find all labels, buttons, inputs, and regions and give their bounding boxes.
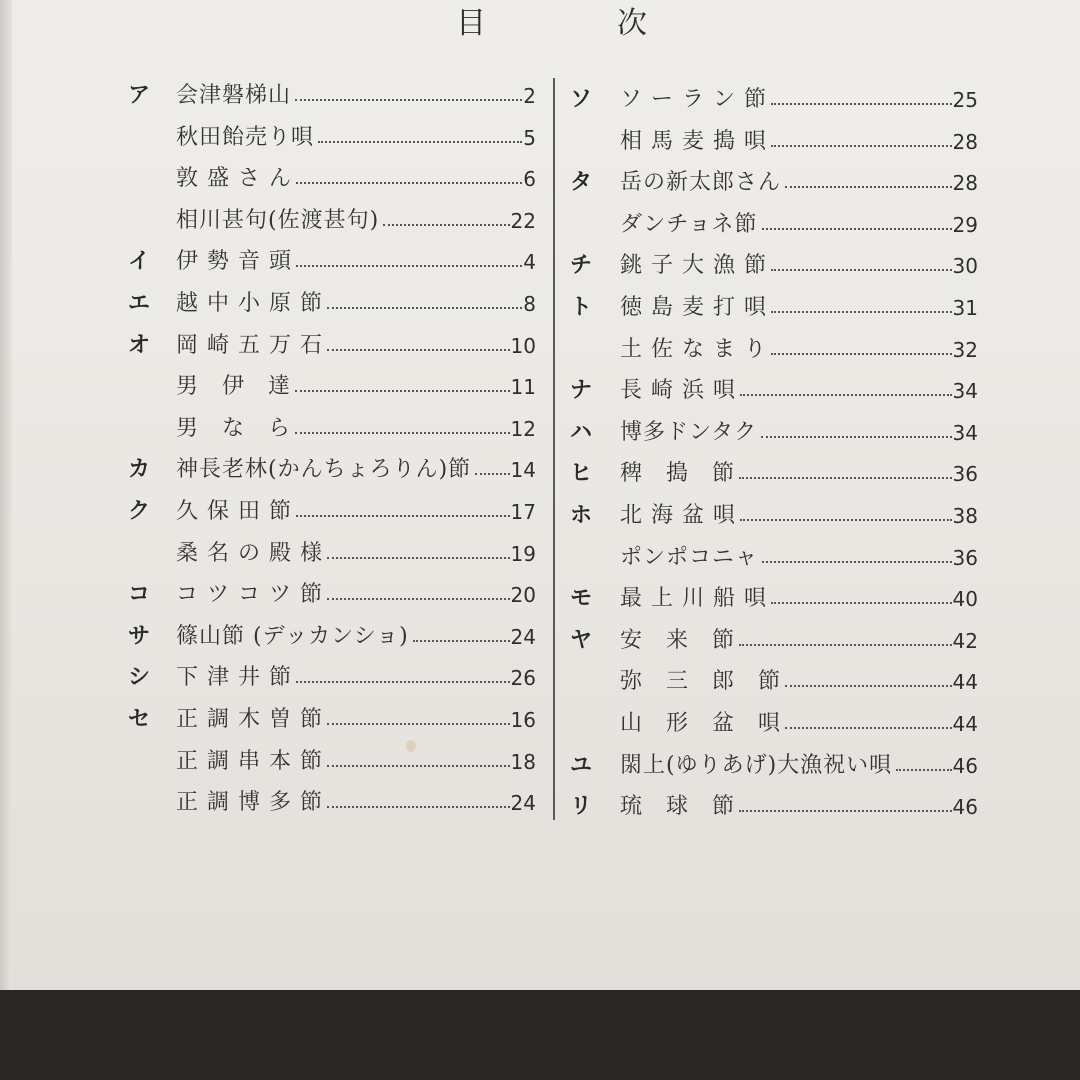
page-number: 20 bbox=[510, 583, 536, 608]
page-number: 6 bbox=[523, 167, 536, 192]
leader-dots bbox=[327, 804, 510, 808]
leader-dots bbox=[383, 222, 510, 226]
leader-dots bbox=[771, 600, 952, 604]
leader-dots bbox=[327, 721, 510, 725]
leader-dots bbox=[771, 143, 952, 147]
song-title: 下 津 井 節 bbox=[176, 665, 292, 691]
toc-entry bbox=[0, 75, 540, 117]
title-char-2: 次 bbox=[617, 6, 647, 41]
toc-entry bbox=[0, 699, 540, 741]
song-title: 久 保 田 節 bbox=[176, 499, 292, 524]
page-number: 46 bbox=[952, 753, 978, 778]
song-title: 相川甚句(佐渡甚句) bbox=[176, 207, 380, 233]
leader-dots bbox=[785, 725, 952, 729]
page-number: 5 bbox=[523, 125, 536, 150]
song-title: 敦 盛 さ ん bbox=[176, 166, 292, 192]
index-kana: ト bbox=[570, 295, 593, 320]
page-number: 2 bbox=[523, 84, 536, 108]
index-kana: ナ bbox=[570, 378, 593, 404]
index-kana: タ bbox=[570, 170, 593, 196]
leader-dots bbox=[785, 184, 952, 188]
leader-dots bbox=[739, 808, 952, 812]
toc-entry bbox=[558, 121, 1080, 163]
toc-entry bbox=[0, 200, 540, 242]
index-kana: ハ bbox=[570, 419, 593, 445]
index-kana: チ bbox=[570, 253, 593, 279]
page-number: 22 bbox=[510, 208, 536, 233]
toc-entry bbox=[558, 453, 1080, 495]
leader-dots bbox=[327, 596, 510, 600]
index-kana: コ bbox=[128, 582, 151, 608]
leader-dots bbox=[740, 392, 952, 396]
toc-entry bbox=[558, 703, 1080, 745]
paper-stain bbox=[406, 740, 416, 752]
page-number: 24 bbox=[510, 791, 536, 816]
leader-dots bbox=[296, 513, 510, 517]
index-kana: サ bbox=[128, 623, 151, 649]
leader-dots bbox=[762, 559, 952, 563]
page-number: 28 bbox=[952, 129, 978, 154]
index-kana: ソ bbox=[570, 87, 593, 112]
toc-entry bbox=[558, 329, 1080, 371]
leader-dots bbox=[295, 97, 522, 101]
index-kana: カ bbox=[128, 457, 151, 483]
page-number: 28 bbox=[952, 171, 978, 196]
leader-dots bbox=[327, 347, 510, 351]
leader-dots bbox=[327, 305, 522, 309]
song-title: 稗 搗 節 bbox=[620, 461, 736, 487]
toc-entry bbox=[558, 287, 1080, 329]
page-number: 8 bbox=[523, 292, 536, 316]
page-number: 44 bbox=[952, 670, 978, 695]
index-kana: シ bbox=[128, 665, 151, 691]
page-number: 36 bbox=[952, 462, 978, 487]
song-title: 秋田飴売り唄 bbox=[176, 124, 315, 150]
toc-entry bbox=[0, 449, 540, 491]
leader-dots bbox=[327, 763, 510, 767]
index-kana: イ bbox=[128, 249, 151, 275]
song-title: 閖上(ゆりあげ)大漁祝い唄 bbox=[620, 752, 893, 778]
index-kana: ホ bbox=[570, 503, 593, 528]
leader-dots bbox=[740, 517, 952, 521]
index-kana: ヤ bbox=[570, 627, 593, 653]
song-title: 長 崎 浜 唄 bbox=[620, 378, 736, 404]
leader-dots bbox=[318, 139, 522, 143]
toc-entry bbox=[558, 79, 1080, 121]
song-title: 神長老林(かんちょろりん)節 bbox=[176, 457, 472, 483]
toc-entry bbox=[0, 325, 540, 367]
index-kana: オ bbox=[128, 332, 151, 358]
page-number: 25 bbox=[952, 88, 978, 112]
page-number: 34 bbox=[952, 379, 978, 404]
toc-entry bbox=[0, 408, 540, 450]
leader-dots bbox=[295, 388, 510, 392]
song-title: 銚 子 大 漁 節 bbox=[620, 253, 767, 279]
song-title: ポンポコニャ bbox=[620, 544, 759, 570]
page-number: 30 bbox=[952, 254, 978, 279]
toc-entry bbox=[0, 574, 540, 616]
song-title: 会津磐梯山 bbox=[176, 83, 292, 108]
toc-entry bbox=[558, 661, 1080, 703]
page-number: 11 bbox=[510, 375, 536, 400]
song-title: 正 調 串 本 節 bbox=[176, 748, 323, 774]
toc-entry bbox=[558, 412, 1080, 454]
leader-dots bbox=[771, 309, 952, 313]
song-title: 伊 勢 音 頭 bbox=[176, 249, 292, 275]
song-title: ソ ー ラ ン 節 bbox=[620, 87, 767, 112]
song-title: 正 調 木 曽 節 bbox=[176, 707, 323, 732]
toc-entry bbox=[558, 204, 1080, 246]
leader-dots bbox=[785, 683, 952, 687]
toc-entry bbox=[558, 162, 1080, 204]
toc-entry bbox=[0, 241, 540, 283]
page-number: 18 bbox=[510, 749, 536, 774]
toc-entry bbox=[558, 495, 1080, 537]
toc-entry bbox=[0, 533, 540, 575]
toc-entry bbox=[0, 616, 540, 658]
page-number: 10 bbox=[510, 333, 536, 358]
song-title: 山 形 盆 唄 bbox=[620, 711, 782, 736]
page-number: 32 bbox=[952, 337, 978, 362]
toc-entry bbox=[0, 366, 540, 408]
toc-entry bbox=[0, 741, 540, 783]
leader-dots bbox=[762, 226, 952, 230]
leader-dots bbox=[296, 263, 522, 267]
toc-entry bbox=[0, 491, 540, 533]
index-kana: モ bbox=[570, 586, 593, 612]
page-number: 31 bbox=[952, 296, 978, 320]
index-kana: ア bbox=[128, 83, 151, 108]
toc-entry bbox=[0, 283, 540, 325]
page-number: 34 bbox=[952, 420, 978, 445]
leader-dots bbox=[295, 430, 510, 434]
toc-entry bbox=[558, 745, 1080, 787]
page-number: 38 bbox=[952, 504, 978, 528]
page-title bbox=[0, 4, 1080, 44]
toc-entry bbox=[0, 657, 540, 699]
leader-dots bbox=[761, 434, 952, 438]
song-title: 最 上 川 船 唄 bbox=[620, 586, 767, 612]
song-title: 徳 島 麦 打 唄 bbox=[620, 295, 767, 320]
song-title: 男 な ら bbox=[176, 415, 292, 441]
toc-entry bbox=[558, 537, 1080, 579]
song-title: 弥 三 郎 節 bbox=[620, 669, 782, 695]
leader-dots bbox=[296, 679, 510, 683]
page-number: 12 bbox=[510, 416, 536, 441]
toc-entry bbox=[558, 786, 1080, 828]
page-number: 14 bbox=[510, 458, 536, 483]
page-number: 29 bbox=[952, 212, 978, 237]
index-kana: エ bbox=[128, 291, 151, 316]
leader-dots bbox=[771, 267, 952, 271]
index-kana: セ bbox=[128, 707, 151, 732]
song-title: 土 佐 な ま り bbox=[620, 336, 767, 362]
page-number: 16 bbox=[510, 708, 536, 732]
toc-entry bbox=[558, 578, 1080, 620]
song-title: 北 海 盆 唄 bbox=[620, 503, 736, 528]
song-title: ダンチョネ節 bbox=[620, 211, 758, 237]
title-char-1: 目 bbox=[456, 6, 486, 41]
song-title: 越 中 小 原 節 bbox=[176, 291, 323, 316]
page-number: 26 bbox=[510, 666, 536, 691]
song-title: 篠山節 (デッカンショ) bbox=[176, 623, 409, 649]
leader-dots bbox=[771, 101, 952, 105]
leader-dots bbox=[296, 180, 522, 184]
page-number: 40 bbox=[952, 587, 978, 612]
toc-entry bbox=[558, 620, 1080, 662]
song-title: コ ツ コ ツ 節 bbox=[176, 582, 323, 608]
song-title: 博多ドンタク bbox=[620, 419, 758, 445]
page-number: 4 bbox=[523, 250, 536, 275]
toc-entry bbox=[558, 370, 1080, 412]
song-title: 男 伊 達 bbox=[176, 374, 292, 400]
toc-entry bbox=[0, 158, 540, 200]
toc-entry bbox=[0, 782, 540, 824]
leader-dots bbox=[771, 351, 952, 355]
song-title: 安 来 節 bbox=[620, 627, 736, 653]
song-title: 相 馬 麦 搗 唄 bbox=[620, 128, 767, 154]
column-divider bbox=[553, 78, 555, 820]
page-number: 42 bbox=[952, 628, 978, 653]
page-number: 24 bbox=[510, 624, 536, 649]
index-kana: ク bbox=[128, 499, 151, 524]
song-title: 琉 球 節 bbox=[620, 794, 736, 820]
toc-entry bbox=[558, 245, 1080, 287]
page-number: 19 bbox=[510, 541, 536, 566]
page-number: 46 bbox=[952, 795, 978, 820]
song-title: 正 調 博 多 節 bbox=[176, 790, 323, 816]
index-kana: ユ bbox=[570, 752, 593, 778]
toc-entry bbox=[0, 117, 540, 159]
page-number: 44 bbox=[952, 712, 978, 736]
leader-dots bbox=[739, 475, 952, 479]
index-kana: リ bbox=[570, 794, 593, 820]
song-title: 桑 名 の 殿 様 bbox=[176, 540, 323, 566]
leader-dots bbox=[739, 642, 952, 646]
page-number: 17 bbox=[510, 500, 536, 524]
index-kana: ヒ bbox=[570, 461, 593, 487]
song-title: 岡 崎 五 万 石 bbox=[176, 332, 323, 358]
leader-dots bbox=[327, 555, 510, 559]
song-title: 岳の新太郎さん bbox=[620, 170, 782, 196]
page-number: 36 bbox=[952, 545, 978, 570]
